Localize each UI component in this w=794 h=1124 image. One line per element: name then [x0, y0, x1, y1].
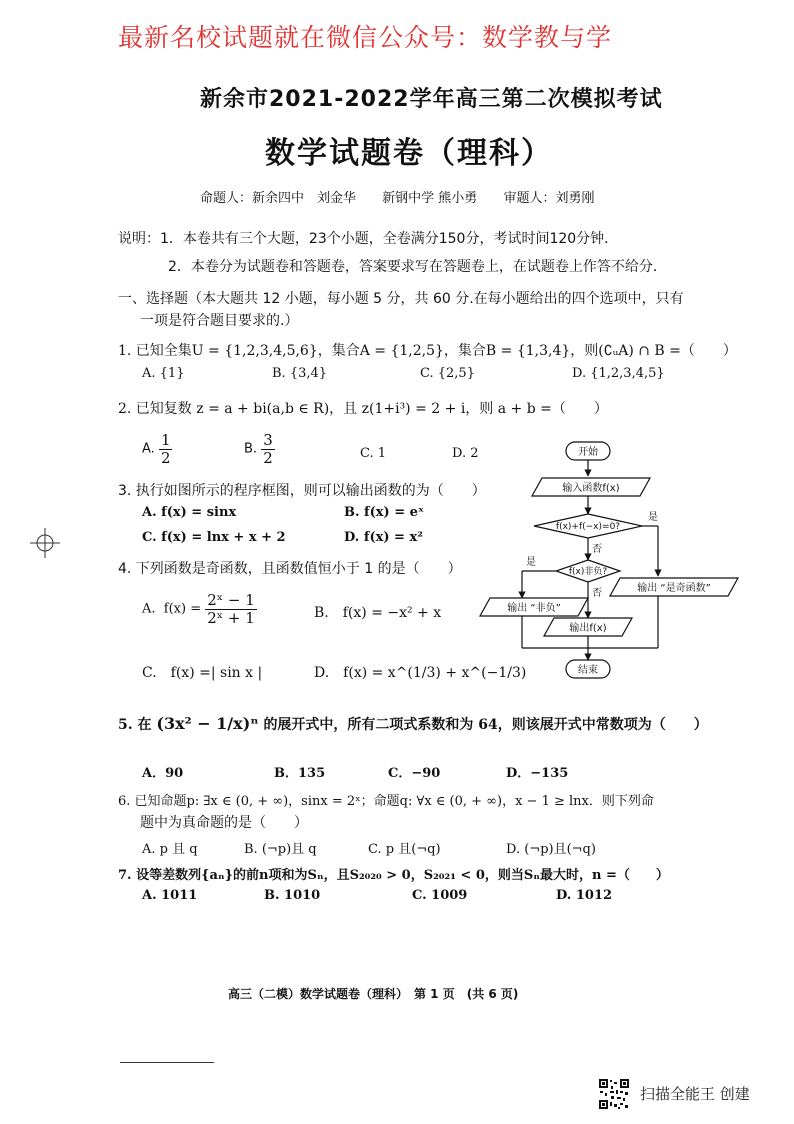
flow-yes2-label: 是: [526, 557, 536, 568]
q2-option-d: D. 2: [452, 446, 479, 461]
author-1: 命题人：新余四中 刘金华: [200, 191, 357, 206]
q1-option-d: D. {1,2,3,4,5}: [572, 366, 665, 381]
q4-a-denominator: 2ˣ + 1: [207, 608, 255, 627]
q4-option-c: C. f(x) =| sin x |: [142, 665, 263, 681]
q6-option-a: A. p 且 q: [142, 842, 198, 857]
section-heading-1: 一、选择题（本大题共 12 小题，每小题 5 分，共 60 分.在每小题给出的四个选项中，只有: [118, 291, 684, 307]
flow-no2-label: 否: [592, 588, 602, 599]
q6-option-d: D. (¬p)且(¬q): [506, 842, 596, 857]
authors-line: [200, 187, 616, 206]
q5-stem-pre: 5. 在: [118, 717, 152, 733]
author-3: 审题人：刘勇刚: [503, 191, 595, 206]
q5-expression: (3x² − 1/x)ⁿ: [156, 714, 259, 733]
q4-option-a-lhs: f(x) =: [163, 601, 202, 617]
registration-mark-icon: [30, 528, 60, 558]
q1-stem: 1. 已知全集U = {1,2,3,4,5,6}，集合A = {1,2,5}，集合B = {1,3,4}，则(∁ᵤA) ∩ B =（ ）: [118, 343, 737, 359]
author-2: 新钢中学 熊小勇: [382, 191, 478, 206]
q4-option-b: B. f(x) = −x² + x: [314, 605, 442, 621]
q6-option-b: B. (¬p)且 q: [244, 842, 317, 857]
q3-option-c: C. f(x) = lnx + x + 2: [142, 530, 286, 545]
q1-option-a: A. {1}: [142, 366, 185, 381]
q4-a-numerator: 2ˣ − 1: [207, 591, 255, 609]
q5-option-b: B．135: [274, 766, 326, 781]
q4-option-a-label: A.: [142, 601, 156, 617]
flow-no1-label: 否: [592, 544, 602, 555]
flow-input-label: 输入函数f(x): [562, 483, 620, 494]
q7-stem: 7. 设等差数列{aₙ}的前n项和为Sₙ，且S₂₀₂₀ > 0，S₂₀₂₁ < 0，则当Sₙ最大时，n =（ ）: [118, 868, 669, 883]
paper-title: 数学试题卷（理科）: [265, 136, 553, 171]
instruction-1: 说明：1．本卷共有三个大题，23个小题，全卷满分150分，考试时间120分钟．: [118, 231, 619, 247]
q2-b-denominator: 2: [263, 448, 273, 467]
q5-option-a: A．90: [142, 766, 184, 781]
program-flowchart: [470, 438, 770, 688]
flow-cond1-label: f(x)+f(−x)=0?: [555, 522, 621, 532]
scanner-watermark: 扫描全能王 创建: [640, 1085, 750, 1103]
flow-cond2-label: f(x)非负?: [568, 567, 608, 577]
q2-a-denominator: 2: [160, 448, 171, 467]
flow-out-fx-label: 输出f(x): [569, 623, 607, 634]
q5-option-d: D．−135: [506, 766, 569, 781]
q6-option-c: C. p 且(¬q): [368, 842, 441, 857]
q2-option-a-fraction: [159, 432, 173, 466]
q2-a-numerator: 1: [160, 431, 171, 449]
q3-option-b: B. f(x) = eˣ: [344, 505, 425, 520]
q2-option-c: C. 1: [360, 446, 387, 461]
q2-stem: 2. 已知复数 z = a + bi(a,b ∈ R)，且 z(1+i³) = 2 + i，则 a + b =（ ）: [118, 401, 608, 417]
qr-code-icon: [598, 1078, 630, 1110]
flow-out-nonneg-label: 输出 “非负”: [507, 603, 561, 614]
q5-option-c: C．−90: [388, 766, 441, 781]
section-heading-2: 一项是符合题目要求的.）: [140, 313, 299, 329]
q3-stem: 3. 执行如图所示的程序框图，则可以输出函数的为（ ）: [118, 483, 486, 499]
q4-stem: 4. 下列函数是奇函数，且函数值恒小于 1 的是（ ）: [118, 561, 462, 577]
q6-stem: 6. 已知命题p: ∃x ∈ (0, + ∞)，sinx = 2ˣ；命题q: ∀x ∈ (0, + ∞)，x − 1 ≥ lnx．则下列命: [118, 794, 654, 809]
banner-text: 最新名校试题就在微信公众号：数学教与学: [118, 23, 613, 52]
exam-title: 新余市2021-2022学年高三第二次模拟考试: [200, 87, 663, 112]
divider-line: [120, 1062, 214, 1063]
q2-option-a: [142, 432, 172, 466]
q4-option-d: D. f(x) = x^(1/3) + x^(−1/3): [314, 665, 527, 681]
flow-start-label: 开始: [578, 447, 598, 458]
q4-option-a: [142, 592, 257, 626]
q1-option-b: B. {3,4}: [272, 366, 328, 381]
q4-option-a-fraction: [205, 592, 257, 626]
flow-end-label: 结束: [578, 665, 598, 676]
q7-option-a: A. 1011: [142, 888, 198, 903]
q3-option-d: D. f(x) = x²: [344, 530, 423, 545]
q7-option-c: C. 1009: [412, 888, 468, 903]
q7-option-b: B. 1010: [264, 888, 321, 903]
q2-option-a-label: A.: [142, 441, 155, 457]
q3-option-a: A. f(x) = sinx: [142, 505, 237, 520]
q2-option-b: [244, 432, 275, 466]
flow-out-odd-label: 输出 “是奇函数”: [637, 583, 711, 594]
flow-yes1-label: 是: [648, 512, 658, 523]
page-footer: 高三（二模）数学试题卷（理科） 第 1 页 (共 6 页): [228, 987, 519, 1001]
q5-stem-post: 的展开式中，所有二项式系数和为 64，则该展开式中常数项为（ ）: [263, 717, 708, 733]
instruction-2: 2．本卷分为试题卷和答题卷，答案要求写在答题卷上，在试题卷上作答不给分．: [168, 259, 667, 275]
q6-stem-continued: 题中为真命题的是（ ）: [140, 815, 308, 831]
q5-stem: [118, 714, 708, 734]
q1-option-c: C. {2,5}: [420, 366, 475, 381]
q2-option-b-label: B.: [244, 441, 258, 457]
q7-option-d: D. 1012: [556, 888, 613, 903]
q2-b-numerator: 3: [263, 431, 273, 449]
q2-option-b-fraction: [261, 432, 275, 466]
